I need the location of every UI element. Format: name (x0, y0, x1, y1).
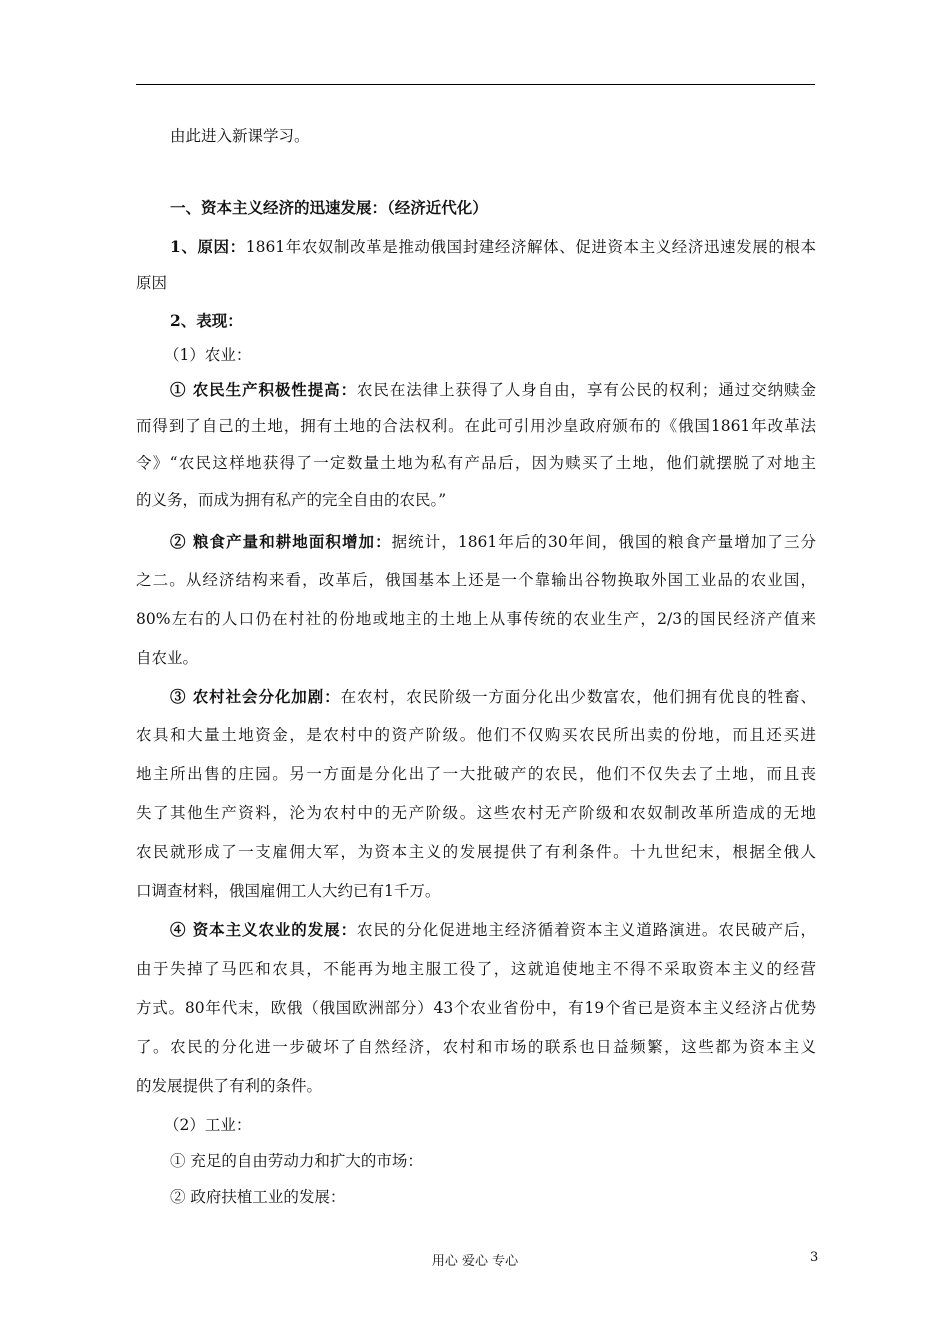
a4-line-2: 由于失掉了马匹和农具，不能再为地主服工役了，这就追使地主不得不采取资本主义的经营 (136, 960, 816, 978)
a1-line-3: 令》“农民这样地获得了一定数量土地为私有产品后，因为赎买了土地，他们就摆脱了对地主 (136, 454, 816, 472)
intro-text: 由此进入新课学习。 (170, 127, 310, 145)
a3-line-1: ③ 农村社会分化加剧：在农村，农民阶级一方面分化出少数富农，他们拥有优良的牲畜、 (170, 687, 816, 706)
a3-line-6: 口调查材料，俄国雇佣工人大约已有1千万。 (136, 882, 441, 900)
footer-text: 用心 爱心 专心 (431, 1254, 519, 1269)
industry-item-1: ① 充足的自由劳动力和扩大的市场： (170, 1152, 423, 1170)
agriculture-heading: （1）农业： (164, 346, 252, 364)
section-title: 一、资本主义经济的迅速发展：（经济近代化） (170, 198, 488, 217)
cause-label: 1、原因： (170, 237, 246, 256)
a1-line-4: 的义务，而成为拥有私产的完全自由的农民。” (136, 491, 447, 509)
industry-item-2: ② 政府扶植工业的发展： (170, 1188, 346, 1206)
manifestation-label: 2、表现： (170, 311, 243, 330)
a3-line-2: 农具和大量土地资金，是农村中的资产阶级。他们不仅购买农民所出卖的份地，而且还买进 (136, 726, 816, 744)
a1-line-2: 而得到了自己的土地，拥有土地的合法权利。在此可引用沙皇政府颁布的《俄国1861年改革法 (136, 417, 816, 435)
a4-line-3: 方式。80年代末，欧俄（俄国欧洲部分）43个农业省份中，有19个省已是资本主义经济占优势 (136, 999, 816, 1017)
a2-line-2: 之二。从经济结构来看，改革后，俄国基本上还是一个靠输出谷物换取外国工业品的农业国， (136, 571, 816, 589)
a3-line-4: 失了其他生产资料，沦为农村中的无产阶级。这些农村无产阶级和农奴制改革所造成的无地 (136, 804, 816, 822)
a4-line-5: 的发展提供了有利的条件。 (136, 1077, 323, 1095)
page-number: 3 (810, 1250, 819, 1265)
a3-line-5: 农民就形成了一支雇佣大军，为资本主义的发展提供了有利条件。十九世纪末，根据全俄人 (136, 843, 816, 861)
a2-line-4: 自农业。 (136, 649, 199, 667)
cause-line-2: 原因 (136, 274, 168, 292)
a4-line-4: 了。农民的分化进一步破坏了自然经济，农村和市场的联系也日益频繁，这些都为资本主义 (136, 1038, 816, 1056)
a2-line-1: ② 粮食产量和耕地面积增加：据统计，1861年后的30年间，俄国的粮食产量增加了三分 (170, 532, 816, 551)
a3-line-3: 地主所出售的庄园。另一方面是分化出了一大批破产的农民，他们不仅失去了土地，而且丧 (136, 765, 816, 783)
header-rule (136, 84, 815, 85)
cause-line-1: 1、原因：1861年农奴制改革是推动俄国封建经济解体、促进资本主义经济迅速发展的根本 (170, 237, 816, 256)
a1-line-1: ① 农民生产积极性提高：农民在法律上获得了人身自由，享有公民的权利；通过交纳赎金 (170, 380, 816, 399)
a4-line-1: ④ 资本主义农业的发展：农民的分化促进地主经济循着资本主义道路演进。农民破产后， (170, 920, 816, 939)
a2-line-3: 80%左右的人口仍在村社的份地或地主的土地上从事传统的农业生产，2/3的国民经济产值来 (136, 610, 816, 628)
industry-heading: （2）工业： (164, 1116, 252, 1134)
